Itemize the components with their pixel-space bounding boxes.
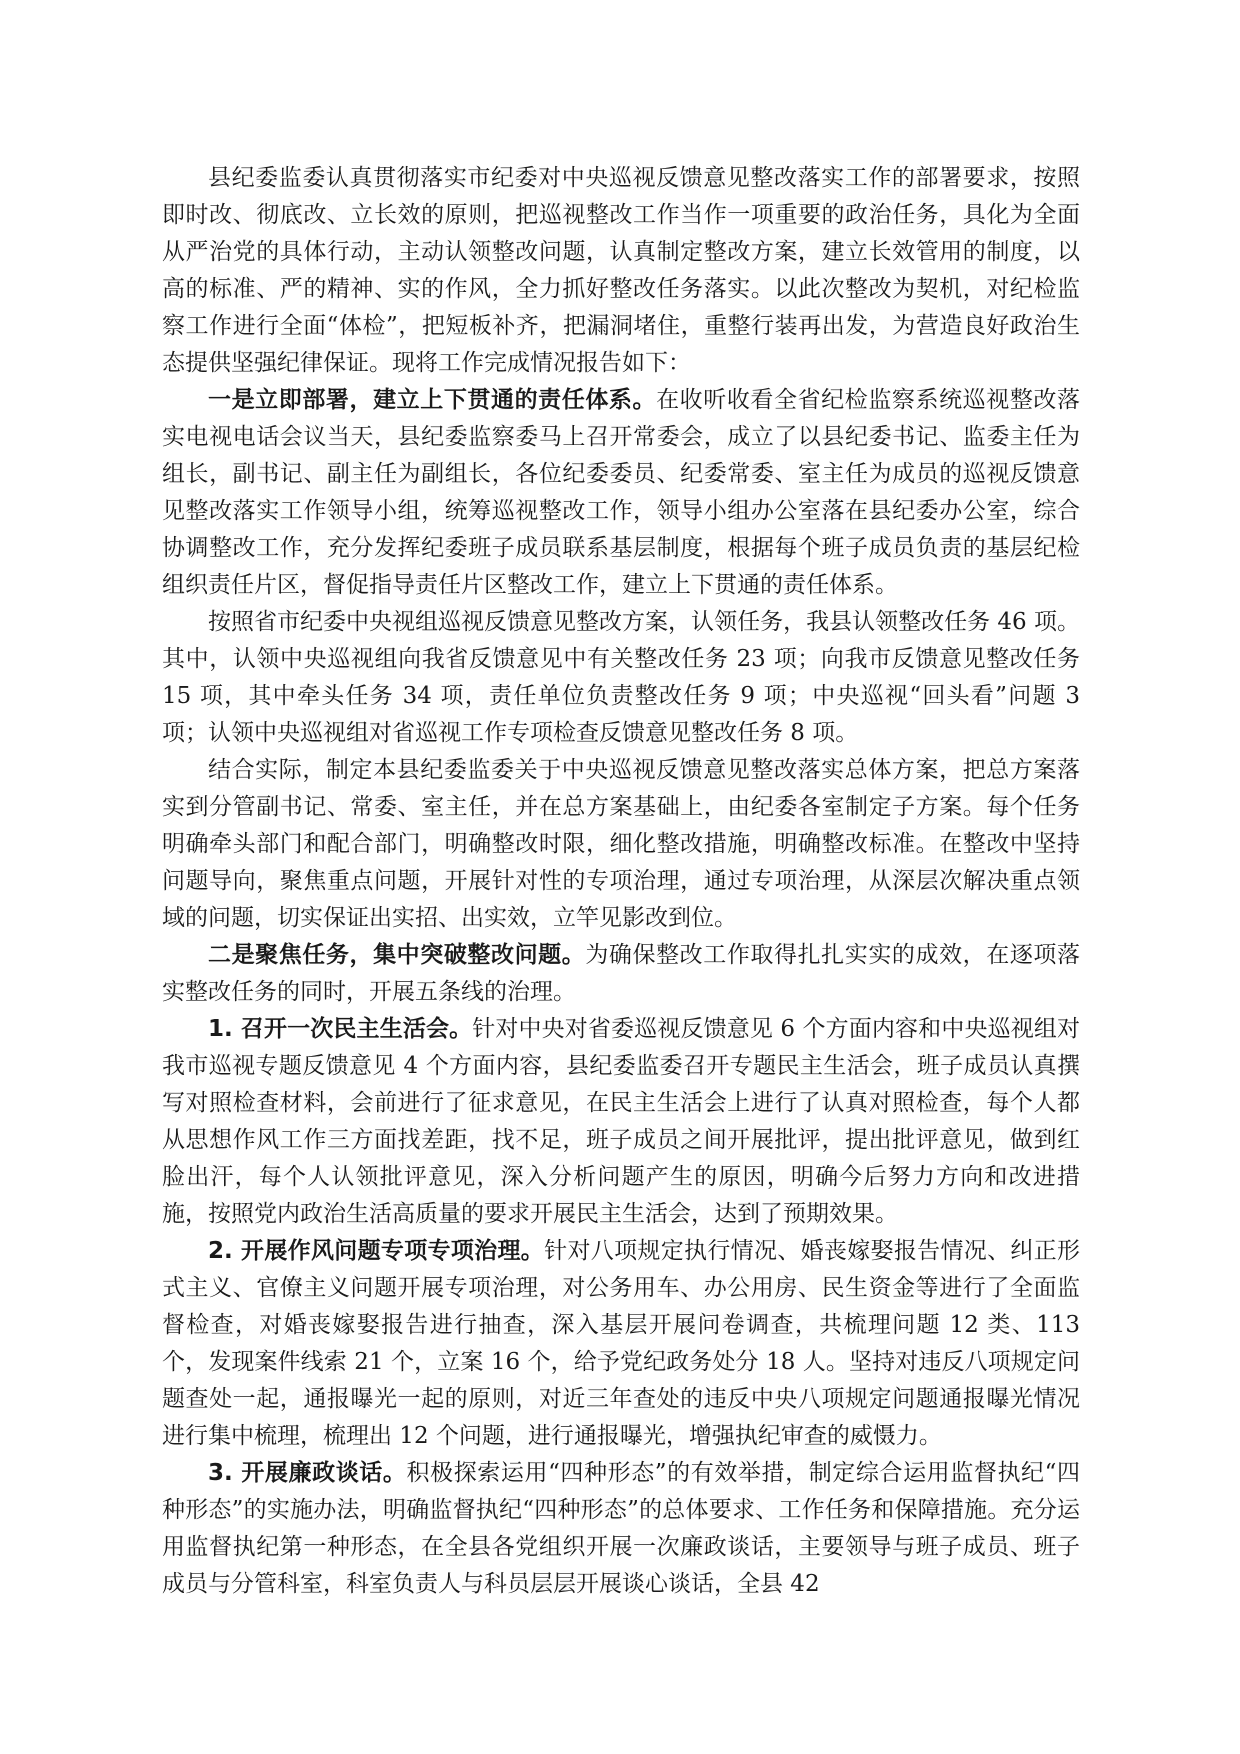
paragraph-text: 积极探索运用“四种形态”的有效举措，制定综合运用监督执纪“四种形态”的实施办法，明确监督执纪“四种形态”的总体要求、工作任务和保障措施。充分运用监督执纪第一种形态，在全县各党组织开展一次廉政谈话，主要领导与班子成员、班子成员与分管科室，科室负责人与科员层层开展谈心谈话，全县 42 [162,1460,1080,1597]
document-body [162,160,1080,1603]
paragraph-heading: 3. 开展廉政谈话。 [208,1460,407,1486]
paragraph-section-one [162,382,1080,604]
paragraph-overall-plan [162,752,1080,937]
paragraph-item-3 [162,1455,1080,1603]
paragraph-text: 为确保整改工作取得扎扎实实的成效，在逐项落实整改任务的同时，开展五条线的治理。 [162,942,1081,1005]
paragraph-text: 针对八项规定执行情况、婚丧嫁娶报告情况、纠正形式主义、官僚主义问题开展专项治理，对公务用车、办公用房、民生资金等进行了全面监督检查，对婚丧嫁娶报告进行抽查，深入基层开展问卷调查，共梳理问题 12 类、113 个，发现案件线索 21 个，立案 16 个，给予党纪政务处分 18 人。坚持对违反八项规定问题查处一起，通报曝光一起的原则，对近三年查处的违反中央八项规定问题通报曝光情况进行集中梳理，梳理出 12 个问题，进行通报曝光，增强执纪审查的威慑力。 [162,1238,1080,1449]
paragraph-section-two [162,937,1080,1011]
paragraph-item-2 [162,1233,1080,1455]
paragraph-heading: 一是立即部署，建立上下贯通的责任体系。 [208,387,657,413]
paragraph-intro [162,160,1080,382]
paragraph-text: 结合实际，制定本县纪委监委关于中央巡视反馈意见整改落实总体方案，把总方案落实到分管副书记、常委、室主任，并在总方案基础上，由纪委各室制定子方案。每个任务明确牵头部门和配合部门，明确整改时限，细化整改措施，明确整改标准。在整改中坚持问题导向，聚焦重点问题，开展针对性的专项治理，通过专项治理，从深层次解决重点领域的问题，切实保证出实招、出实效，立竿见影改到位。 [162,757,1080,931]
paragraph-text: 按照省市纪委中央视组巡视反馈意见整改方案，认领任务，我县认领整改任务 46 项。其中，认领中央巡视组向我省反馈意见中有关整改任务 23 项；向我市反馈意见整改任务 15 项，其中牵头任务 34 项，责任单位负责整改任务 9 项；中央巡视“回头看”问题 3 项；认领中央巡视组对省巡视工作专项检查反馈意见整改任务 8 项。 [162,609,1080,746]
paragraph-text: 针对中央对省委巡视反馈意见 6 个方面内容和中央巡视组对我市巡视专题反馈意见 4 个方面内容，县纪委监委召开专题民主生活会，班子成员认真撰写对照检查材料，会前进行了征求意见，在民主生活会上进行了认真对照检查，每个人都从思想作风工作三方面找差距，找不足，班子成员之间开展批评，提出批评意见，做到红脸出汗，每个人认领批评意见，深入分析问题产生的原因，明确今后努力方向和改进措施，按照党内政治生活高质量的要求开展民主生活会，达到了预期效果。 [162,1016,1080,1227]
paragraph-heading: 1. 召开一次民主生活会。 [208,1016,473,1042]
paragraph-task-count [162,604,1080,752]
paragraph-heading: 二是聚焦任务，集中突破整改问题。 [208,942,586,968]
paragraph-heading: 2. 开展作风问题专项专项治理。 [208,1238,545,1264]
paragraph-text: 县纪委监委认真贯彻落实市纪委对中央巡视反馈意见整改落实工作的部署要求，按照即时改、彻底改、立长效的原则，把巡视整改工作当作一项重要的政治任务，具化为全面从严治党的具体行动，主动认领整改问题，认真制定整改方案，建立长效管用的制度，以高的标准、严的精神、实的作风，全力抓好整改任务落实。以此次整改为契机，对纪检监察工作进行全面“体检”，把短板补齐，把漏洞堵住，重整行装再出发，为营造良好政治生态提供坚强纪律保证。现将工作完成情况报告如下： [162,165,1080,376]
paragraph-item-1 [162,1011,1080,1233]
paragraph-text: 在收听收看全省纪检监察系统巡视整改落实电视电话会议当天，县纪委监察委马上召开常委会，成立了以县纪委书记、监委主任为组长，副书记、副主任为副组长，各位纪委委员、纪委常委、室主任为成员的巡视反馈意见整改落实工作领导小组，统筹巡视整改工作，领导小组办公室落在县纪委办公室，综合协调整改工作，充分发挥纪委班子成员联系基层制度，根据每个班子成员负责的基层纪检组织责任片区，督促指导责任片区整改工作，建立上下贯通的责任体系。 [162,387,1081,598]
